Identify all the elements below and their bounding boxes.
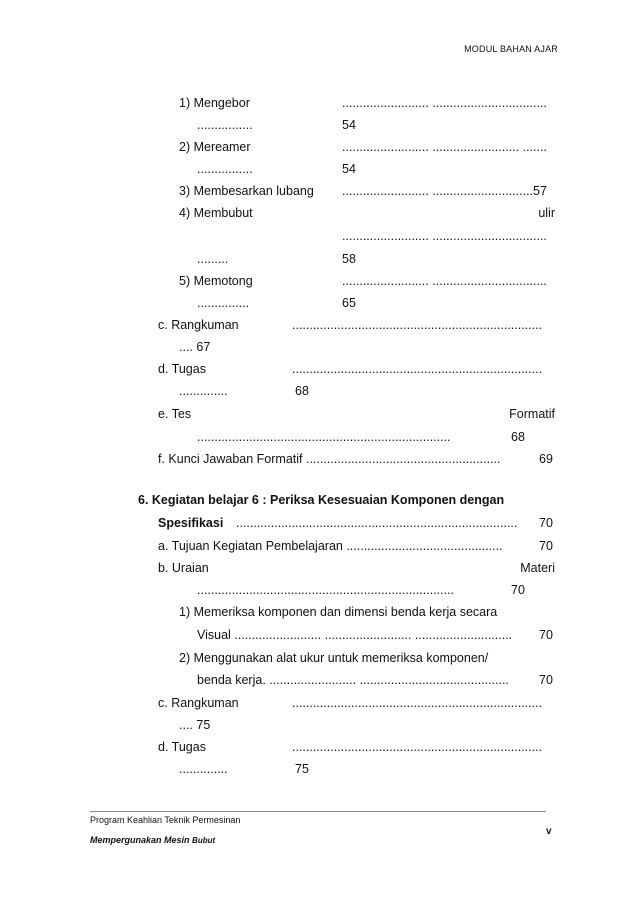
toc-item-label[interactable]: 2) Mereamer: [179, 140, 251, 154]
toc-page-number[interactable]: 68: [511, 430, 525, 444]
toc-leader: ................: [197, 162, 253, 176]
toc-page-number[interactable]: 70: [539, 516, 553, 530]
toc-item-label-cont: ulir: [538, 206, 555, 220]
toc-section-heading-cont[interactable]: Spesifikasi: [158, 516, 224, 530]
toc-page-number[interactable]: 70: [539, 539, 553, 553]
toc-leader: ..............: [179, 384, 228, 398]
toc-page-number[interactable]: 58: [342, 252, 356, 266]
toc-item-label-cont: Formatif: [509, 407, 555, 421]
toc-item-label[interactable]: a. Tujuan Kegiatan Pembelajaran .............................................: [158, 539, 503, 553]
toc-leader: ........................................................................: [292, 696, 543, 710]
toc-page-number[interactable]: 54: [342, 118, 356, 132]
toc-item-label[interactable]: 5) Memotong: [179, 274, 253, 288]
toc-item-label-cont: Materi: [520, 561, 555, 575]
toc-page-number[interactable]: 70: [511, 583, 525, 597]
toc-page-number[interactable]: 70: [539, 673, 553, 687]
toc-item-label[interactable]: f. Kunci Jawaban Formatif ........................................................: [158, 452, 501, 466]
toc-item-label[interactable]: 1) Memeriksa komponen dan dimensi benda kerja secara: [179, 605, 498, 619]
toc-leader: .........: [197, 252, 229, 266]
toc-page-number[interactable]: 54: [342, 162, 356, 176]
toc-item-label[interactable]: 4) Membubut: [179, 206, 253, 220]
toc-page-number[interactable]: .... 67: [179, 340, 211, 354]
toc-leader: ...............: [197, 296, 250, 310]
toc-leader: ......................... ......................... .......: [342, 140, 547, 154]
footer-module-title: Mempergunakan Mesin: [90, 835, 190, 845]
toc-item-label[interactable]: c. Rangkuman: [158, 318, 239, 332]
toc-page-number[interactable]: 70: [539, 628, 553, 642]
toc-leader: ..........................................................................: [197, 583, 454, 597]
toc-page-number[interactable]: 75: [295, 762, 309, 776]
toc-page-number[interactable]: 69: [539, 452, 553, 466]
running-header: MODUL BAHAN AJAR: [464, 44, 558, 54]
toc-leader: .........................................................................: [197, 430, 451, 444]
toc-page-number[interactable]: 68: [295, 384, 309, 398]
toc-leader: ......................... .................................: [342, 96, 547, 110]
toc-leader: ................: [197, 118, 253, 132]
toc-item-label[interactable]: e. Tes: [158, 407, 192, 421]
toc-page-number[interactable]: 65: [342, 296, 356, 310]
toc-item-label[interactable]: 2) Menggunakan alat ukur untuk memeriksa komponen/: [179, 651, 489, 665]
toc-item-label[interactable]: d. Tugas: [158, 362, 206, 376]
page-number: v: [546, 826, 552, 837]
footer-module-subtitle: Bubut: [192, 836, 216, 845]
toc-item-label[interactable]: c. Rangkuman: [158, 696, 239, 710]
toc-section-heading[interactable]: 6. Kegiatan belajar 6 : Periksa Kesesuaian Komponen dengan: [138, 493, 505, 507]
toc-leader: ........................................................................: [292, 362, 543, 376]
toc-page-number[interactable]: .... 75: [179, 718, 211, 732]
footer-program: Program Keahlian Teknik Permesinan: [90, 815, 241, 825]
toc-item-label-cont: Visual ......................... ......................... ............................: [197, 628, 513, 642]
footer-module: [90, 835, 215, 845]
toc-item-label[interactable]: 1) Mengebor: [179, 96, 250, 110]
toc-leader: ......................... .................................: [342, 229, 547, 243]
toc-item-label[interactable]: b. Uraian: [158, 561, 209, 575]
footer-divider: [90, 811, 546, 812]
toc-leader: ......................... .............................57: [342, 184, 547, 198]
toc-item-label[interactable]: d. Tugas: [158, 740, 206, 754]
toc-leader: ..............: [179, 762, 228, 776]
toc-leader: .................................................................................: [236, 516, 518, 530]
toc-item-label[interactable]: 3) Membesarkan lubang: [179, 184, 314, 198]
toc-leader: ........................................................................: [292, 740, 543, 754]
toc-item-label-cont: benda kerja. ......................... ...........................................: [197, 673, 509, 687]
toc-leader: ........................................................................: [292, 318, 543, 332]
toc-leader: ......................... .................................: [342, 274, 547, 288]
